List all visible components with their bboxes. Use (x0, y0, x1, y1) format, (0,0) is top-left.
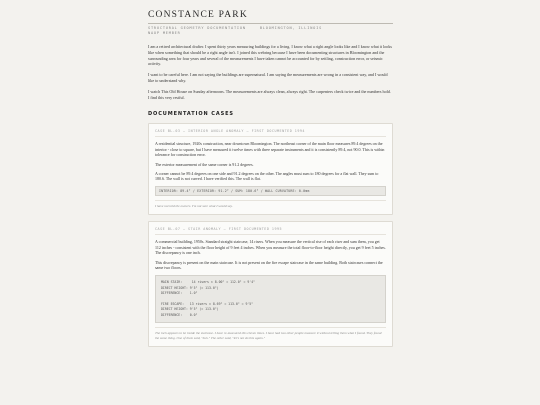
case-note: I have not told the owners. I'm not sure what I would say. (155, 200, 386, 209)
code-row: DIRECT HEIGHT: 9'5" (= 113.0") (161, 307, 219, 312)
subtitle-left: STRUCTURAL GEOMETRY DOCUMENTATION (148, 26, 246, 30)
case-header: CASE BL-07 — STAIR ANOMALY — FIRST DOCUMENTED 1995 (155, 227, 386, 235)
site-title: CONSTANCE PARK (148, 10, 248, 20)
subtitle-right: BLOOMINGTON, ILLINOIS (259, 26, 323, 30)
case-paragraph: A residential structure, 1920s construction, near downtown Bloomington. The northeast corner of the main floor measures 89.4 degrees on the interior - close to square, but I have measured it twelve times with three separate instruments and it is consistently 89.4, not 90.0. This is within tolerance for construction error. (155, 141, 385, 158)
intro-section (148, 44, 393, 100)
case-note: The inch appears to be inside the staircase. I have re-measured this eleven times. I have had two other people measure it without telling them what I found. They found the same thing. One of them said, "huh." The other said, "let's not do this again." (155, 327, 386, 340)
measurement-bar: INTERIOR: 89.4° / EXTERIOR: 91.2° / SUM: 180.6° / WALL CURVATURE: 0.0mm (155, 186, 386, 196)
case-paragraph: A corner cannot be 89.4 degrees on one side and 91.2 degrees on the other. The angles must sum to 180 degrees for a flat wall. They sum to 180.6. The wall is not curved. I have verified this. The wall is flat. (155, 171, 379, 182)
page-content (148, 0, 393, 405)
intro-paragraph: I am a retired architectural drafter. I spent thirty years measuring buildings for a living. I know what a right angle looks like and I know what it looks like when something that should be a right angle isn't. I joined this webring because I have been documenting structures in Bloomington and the surrounding area for four years and several of the measurements I have taken cannot be accounted for by settling, construction error, or seismic activity. (148, 44, 392, 67)
case-paragraph: The exterior measurement of the same corner is 91.2 degrees. (155, 161, 254, 167)
code-row: MAIN STAIR: 14 risers × 8.00" = 112.0" = 9'4" (161, 280, 256, 285)
code-row: DIRECT HEIGHT: 9'5" (= 113.0") (161, 285, 219, 290)
code-row: DIFFERENCE: 0.0" (161, 312, 198, 317)
code-row: DIFFERENCE: 1.0" (161, 291, 198, 296)
case-paragraph: This discrepancy is present on the main staircase. It is not present on the fire escape staircase in the same building. Both staircases connect the same two floors. (155, 259, 383, 271)
intro-paragraph: I watch This Old House on Sunday afternoons. The measurements are always clean, always right. The carpenters check twice and the numbers hold. I find this very restful. (148, 88, 391, 100)
intro-paragraph: I want to be careful here. I am not saying the buildings are supernatural. I am saying the measurements are wrong in a consistent way, and I would like to understand why. (148, 72, 388, 83)
case-card (148, 123, 393, 215)
section-heading: DOCUMENTATION CASES (148, 111, 234, 118)
case-card (148, 221, 393, 347)
site-subtitle (148, 23, 393, 36)
subtitle-line2: NAOP MEMBER (148, 31, 181, 35)
case-paragraph: A commercial building, 1950s. Standard straight staircase, 14 risers. When you measure the vertical rise of each riser and sum them, you get 112 inches - consistent with the floor height of 9 feet 4 inches. When you measure the total floor-to-floor height directly, you get 9 feet 5 inches. The discrepancy is one inch. (155, 239, 386, 256)
code-row: FIRE ESCAPE: 13 risers × 8.69" = 113.0" = 9'5" (161, 302, 254, 307)
case-header: CASE BL-03 — INTERIOR ANGLE ANOMALY — FIRST DOCUMENTED 1994 (155, 129, 386, 137)
measurement-codeblock (155, 275, 386, 323)
